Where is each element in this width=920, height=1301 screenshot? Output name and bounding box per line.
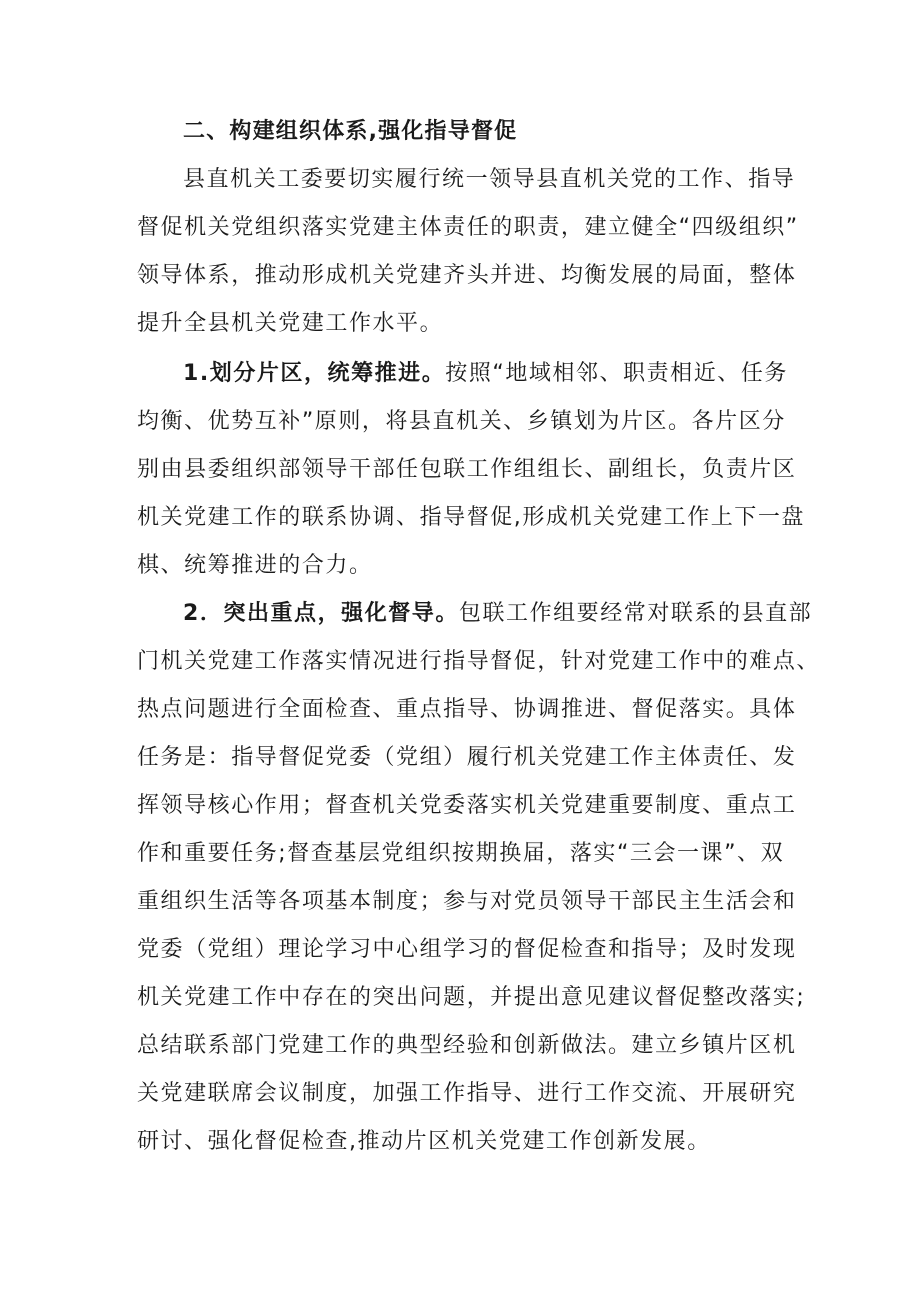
item-2-title: 2．突出重点，强化督导。 [183,601,459,626]
paragraph-line: 领导体系，推动形成机关党建齐头并进、均衡发展的局面，整体 [137,263,797,288]
paragraph-line: 县直机关工委要切实履行统一领导县直机关党的工作、指导 [183,167,796,192]
paragraph-line: 总结联系部门党建工作的典型经验和创新做法。建立乡镇片区机 [137,1033,797,1058]
item-1-first-line-text: 按照“地域相邻、职责相近、任务 [445,361,788,386]
paragraph-line: 挥领导核心作用；督查机关党委落实机关党建重要制度、重点工 [137,793,797,818]
item-1-title: 1.划分片区，统筹推进。 [183,361,446,386]
paragraph-line: 门机关党建工作落实情况进行指导督促，针对党建工作中的难点、 [137,649,820,674]
paragraph-line: 棋、统筹推进的合力。 [137,553,373,578]
section-heading: 二、构建组织体系,强化指导督促 [183,119,518,144]
paragraph-line: 党委（党组）理论学习中心组学习的督促检查和指导；及时发现 [137,937,797,962]
paragraph-line: 关党建联席会议制度，加强工作指导、进行工作交流、开展研究 [137,1081,797,1106]
item-2-first-line-text: 包联工作组要经常对联系的县直部 [458,601,813,626]
paragraph-line: 提升全县机关党建工作水平。 [137,311,444,336]
paragraph-line: 机关党建工作的联系协调、指导督促,形成机关党建工作上下一盘 [137,505,805,530]
item-1-first-line [183,358,788,390]
paragraph-line: 机关党建工作中存在的突出问题，并提出意见建议督促整改落实; [137,985,806,1010]
paragraph-line: 督促机关党组织落实党建主体责任的职责，建立健全“四级组织” [137,215,799,240]
item-2-first-line [183,598,812,630]
paragraph-line: 均衡、优势互补”原则，将县直机关、乡镇划为片区。各片区分 [137,409,786,434]
paragraph-line: 作和重要任务;督查基层党组织按期换届，落实“三会一课”、双 [137,841,785,866]
paragraph-line: 任务是：指导督促党委（党组）履行机关党建工作主体责任、发 [137,745,797,770]
paragraph-line: 研讨、强化督促检查,推动片区机关党建工作创新发展。 [137,1129,711,1154]
paragraph-line: 重组织生活等各项基本制度；参与对党员领导干部民主生活会和 [137,889,797,914]
paragraph-line: 别由县委组织部领导干部任包联工作组组长、副组长，负责片区 [137,457,797,482]
paragraph-line: 热点问题进行全面检查、重点指导、协调推进、督促落实。具体 [137,697,797,722]
